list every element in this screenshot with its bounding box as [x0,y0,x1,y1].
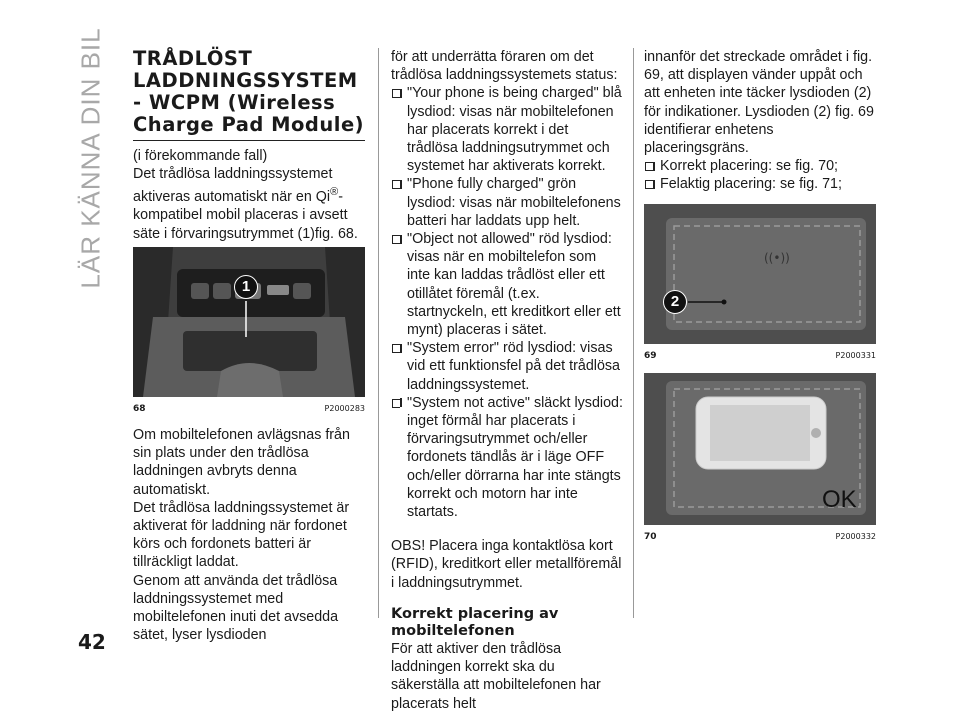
bullet-item: "System error" röd lysdiod: visas vid ett funktionsfel på det trådlösa laddningssystemet. [391,339,623,394]
bullet-item: "System not active" släckt lysdiod: inget förmål har placerats i förvaringsutrymmet och/eller fordonets tändlås är i läge OFF och/eller dörrarna har inte stängts korrekt och motorn har inte startats. [391,394,623,521]
bullet-item: "Your phone is being charged" blå lysdiod: visas när mobiltelefonen har placerats korrekt i det trådlösa laddningsutrymmet och systemet har aktiverats korrekt. [391,84,623,175]
bullet-marker-icon [644,157,660,175]
figure-code: P2000331 [835,350,876,360]
bullet-item: "Phone fully charged" grön lysdiod: visas när mobiltelefonens batteri har laddats upp helt. [391,175,623,230]
figure-69-caption [644,347,876,365]
column-2 [391,48,623,713]
figure-70-image [644,373,876,525]
bullet-marker-icon [391,84,407,175]
figure-68-image [133,247,365,397]
section-title: TRÅDLÖST LADDNINGSSYSTEM - WCPM (Wireless Charge Pad Module) [133,48,365,141]
figure-code: P2000283 [324,403,365,413]
ok-label: OK [822,485,857,513]
paragraph: innanför det streckade området i fig. 69, att displayen vänder uppåt och att enheten inte täcker lysdioden (2) för indikationer. Lysdioden (2) fig. 69 identifierar enhetens placeringsgräns. [644,49,874,157]
paragraph: (i förekommande fall) [133,148,268,164]
charging-pad-illustration [644,204,876,344]
bullet-marker-icon [391,339,407,394]
bullet-marker-icon [391,175,407,230]
section-side-tab: LÄR KÄNNA DIN BIL [75,27,106,289]
bullet-marker-icon [391,230,407,339]
paragraph: för att underrätta föraren om det trådlösa laddningssystemets status: [391,49,618,84]
bullet-marker-icon [644,175,660,193]
bullet-marker-icon [391,394,407,521]
figure-number: 68 [133,403,146,414]
figure-70-caption [644,528,876,546]
column-3 [644,48,876,554]
figure-69-image [644,204,876,344]
paragraph: Det trådlösa laddningssystemet är aktiverat för laddning när fordonet körs och fordonets batteri är tillräckligt laddat. [133,499,350,571]
callout-2-badge: 2 [663,290,687,314]
figure-68-caption [133,400,365,418]
bullet-item: Korrekt placering: se fig. 70; [644,157,876,175]
subsection-heading: Korrekt placering av mobiltelefonen [391,605,559,639]
bullet-item: Felaktig placering: se fig. 71; [644,175,876,193]
paragraph: Det trådlösa laddningssystemet aktiveras automatiskt när en Qi®-kompatibel mobil placeras i avsett säte i förvaringsutrymmet (1)fig. 68. [133,166,358,242]
figure-number: 69 [644,350,657,361]
center-console-illustration [133,247,365,397]
svg-text:((•)): ((•)) [764,250,790,265]
figure-code: P2000332 [835,531,876,541]
paragraph: Genom att använda det trådlösa laddningssystemet med mobiltelefonen inuti det avsedda sätet, lyser lysdioden [133,572,339,644]
figure-number: 70 [644,531,657,542]
page-number: 42 [78,630,106,654]
column-divider [633,48,634,618]
column-1 [133,48,365,644]
paragraph: För att aktiver den trådlösa laddningen korrekt ska du säkerställa att mobiltelefonen har placerats helt [391,640,601,712]
paragraph: Om mobiltelefonen avlägsnas från sin plats under den trådlösa laddningen avbryts denna automatiskt. [133,426,350,498]
bullet-item: "Object not allowed" röd lysdiod: visas när en mobiltelefon som inte kan laddas trådlöst eller ett otillåtet föremål (t.ex. startnyckeln, ett kreditkort eller ett mynt) placeras i sätet. [391,230,623,339]
note-paragraph: OBS! Placera inga kontaktlösa kort (RFID), kreditkort eller metallföremål i laddningsutrymmet. [391,538,622,591]
callout-1-badge: 1 [234,275,258,299]
column-divider [378,48,379,618]
